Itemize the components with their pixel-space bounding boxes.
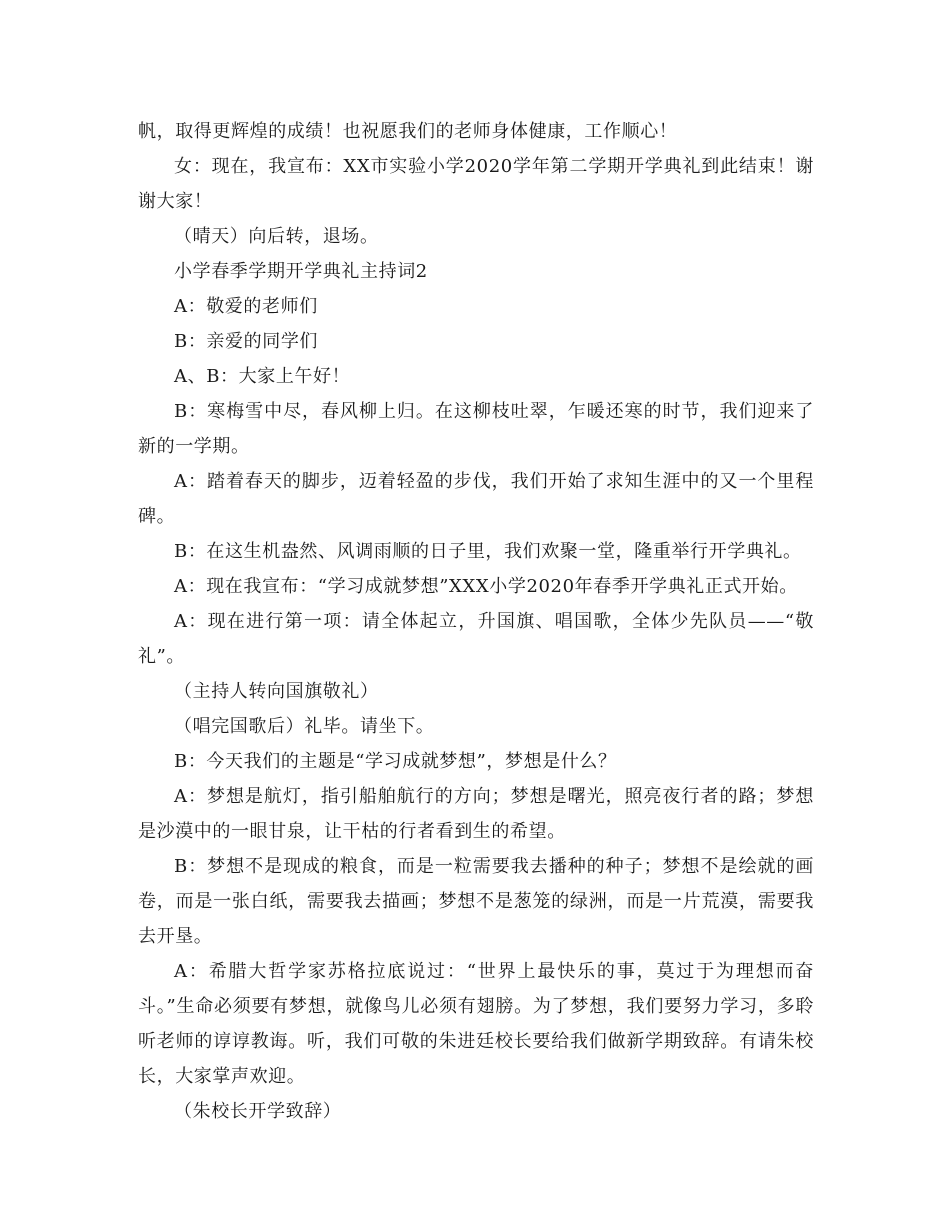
paragraph-continuation: 帆，取得更辉煌的成绩！也祝愿我们的老师身体健康，工作顺心！ bbox=[138, 121, 678, 142]
section-heading: 小学春季学期开学典礼主持词2 bbox=[174, 261, 428, 282]
paragraph-closing-announcement: 女：现在，我宣布：XX市实验小学2020学年第二学期开学典礼到此结束！谢谢大家！ bbox=[138, 156, 814, 212]
paragraph-dialogue: B：今天我们的主题是“学习成就梦想”，梦想是什么？ bbox=[174, 751, 617, 772]
paragraph-stage-direction: （主持人转向国旗敬礼） bbox=[174, 681, 379, 702]
paragraph-stage-direction: （晴天）向后转，退场。 bbox=[174, 226, 379, 247]
paragraph-dialogue: B：梦想不是现成的粮食，而是一粒需要我去播种的种子；梦想不是绘就的画卷，而是一张白纸，需要我去描画；梦想不是葱笼的绿洲，而是一片荒漠，需要我去开垦。 bbox=[138, 856, 814, 947]
paragraph-stage-direction: （朱校长开学致辞） bbox=[174, 1101, 342, 1122]
paragraph-dialogue: B：在这生机盎然、风调雨顺的日子里，我们欢聚一堂，隆重举行开学典礼。 bbox=[174, 541, 802, 562]
paragraph-dialogue: B：寒梅雪中尽，春风柳上归。在这柳枝吐翠，乍暖还寒的时节，我们迎来了新的一学期。 bbox=[138, 401, 814, 457]
paragraph-greeting-a: A：敬爱的老师们 bbox=[174, 296, 318, 317]
paragraph-dialogue: A：现在我宣布：“学习成就梦想”XXX小学2020年春季开学典礼正式开始。 bbox=[174, 576, 798, 597]
paragraph-greeting-ab: A、B：大家上午好！ bbox=[174, 366, 351, 387]
document-body bbox=[138, 114, 814, 1129]
paragraph-stage-direction: （唱完国歌后）礼毕。请坐下。 bbox=[174, 716, 435, 737]
paragraph-dialogue: A：梦想是航灯，指引船舶航行的方向；梦想是曙光，照亮夜行者的路；梦想是沙漠中的一眼甘泉，让干枯的行者看到生的希望。 bbox=[138, 786, 814, 842]
paragraph-dialogue: A：踏着春天的脚步，迈着轻盈的步伐，我们开始了求知生涯中的又一个里程碑。 bbox=[138, 471, 814, 527]
paragraph-dialogue: A：希腊大哲学家苏格拉底说过：“世界上最快乐的事，莫过于为理想而奋斗。”生命必须要有梦想，就像鸟儿必须有翅膀。为了梦想，我们要努力学习，多聆听老师的谆谆教诲。听，我们可敬的朱进廷校长要给我们做新学期致辞。有请朱校长，大家掌声欢迎。 bbox=[138, 961, 814, 1087]
paragraph-greeting-b: B：亲爱的同学们 bbox=[174, 331, 319, 352]
paragraph-dialogue: A：现在进行第一项：请全体起立，升国旗、唱国歌，全体少先队员——“敬礼”。 bbox=[138, 611, 814, 667]
